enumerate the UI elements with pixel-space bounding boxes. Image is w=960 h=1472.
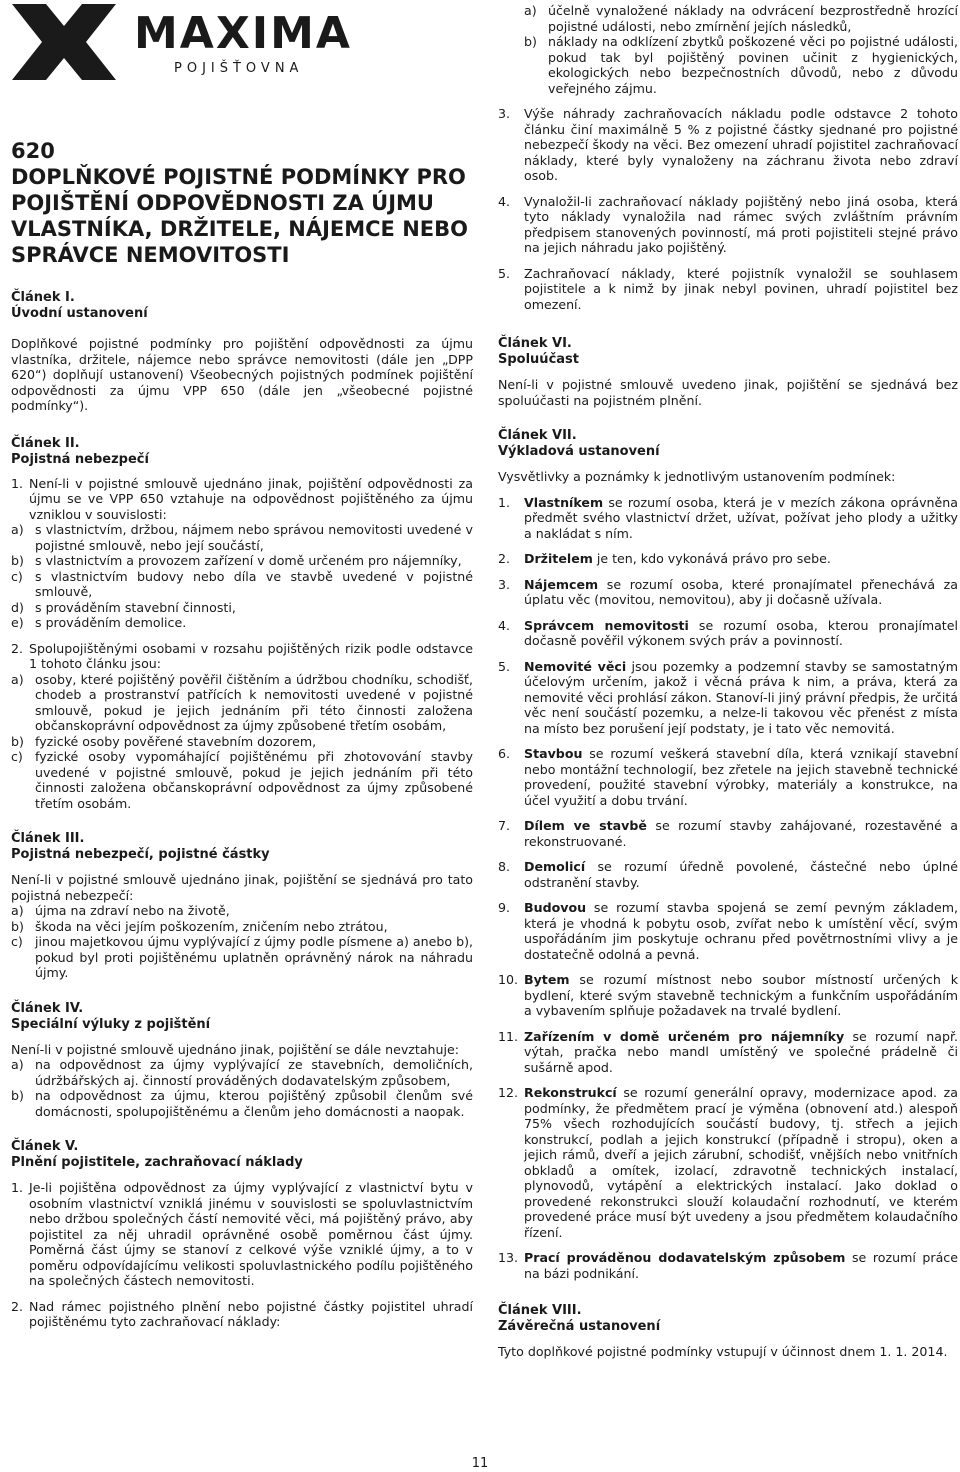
definition-item [498, 551, 958, 567]
list-item: s vlastnictvím, držbou, nájmem nebo správou nemovitosti uvedené v pojistné smlouvě, nebo její součástí, [35, 522, 473, 553]
definition-term: Budovou [524, 900, 587, 915]
article-5 [11, 1139, 473, 1330]
definition-item [498, 659, 958, 737]
definition-item [498, 1029, 958, 1076]
document-title [11, 138, 473, 268]
definition-term: Bytem [524, 972, 570, 987]
article-1 [11, 290, 473, 414]
list-item: osoby, které pojištěný pověřil čištěním a údržbou chodníku, schodišť, chodeb a prostranství patřících k nemovitosti uvedené v pojistné smlouvě, pokud je jejich jednáním při této činnosti založena občanskoprávní odpovědnost za újmy způsobené třetím osobám, [35, 671, 473, 733]
paragraph [498, 266, 958, 313]
article-subheading: Spoluúčast [498, 352, 579, 367]
list-item: účelně vynaložené náklady na odvrácení bezprostředně hrozící pojistné události, nebo zmírnění jejích následků, [548, 3, 958, 34]
definition-term: Nemovité věci [524, 658, 627, 674]
list-item: s prováděním stavební činnosti, [35, 599, 236, 615]
definition-text: se rozumí veškerá stavební díla, která vznikají stavební nebo montážní technologií, bez zřetele na jejich stavebně technické provedení, použité stavební výrobky, materiály a konstrukce, na účel využití a dobu trvání. [524, 746, 958, 808]
definition-term: Nájemcem [524, 576, 599, 592]
article-subheading: Úvodní ustanovení [11, 306, 148, 321]
list-item: náklady na odklízení zbytků poškozené věci po pojistné události, pokud tak byl pojištěný povinen učinit z hygienických, ekologických nebo bezpečnostních důvodů, nebo z důvodu veřejného zájmu. [548, 34, 958, 96]
brand-name: MAXIMA [134, 8, 352, 59]
definition-term: Dílem ve stavbě [524, 818, 647, 833]
item-letter: a) [11, 522, 24, 537]
definition-text: se rozumí osoba, která je v mezích zákona oprávněna předmět svého vlastnictví držet, užívat, požívat jeho plody a užitky a nakládat s ním. [524, 494, 958, 541]
list-item: škoda na věci jejím poškozením, zničením nebo ztrátou, [35, 918, 388, 934]
item-letter: e) [11, 615, 24, 630]
item-letter: c) [11, 934, 23, 949]
definition-item [498, 746, 958, 808]
paragraph-text: Je-li pojištěna odpovědnost za újmy vyplývající z vlastnictví bytu v osobním vlastnictví vzniklá jinému v souvislosti se spoluvlastnictvím nebo držbou společných částí nemovité věci, má pojištěný právo, aby pojistitel za něj uhradil oprávněné osobě poměrnou část újmy. Poměrná část újmy se stanoví z celkové výše vzniklé újmy, a to v poměru odpovídajícímu velikosti spoluvlastnického podílu pojištěného na společných částech nemovitosti. [29, 1180, 473, 1288]
list-item: fyzické osoby pověřené stavebním dozorem, [35, 733, 317, 749]
article-heading: Článek I. [11, 290, 75, 305]
item-letter: d) [11, 599, 24, 615]
item-list [11, 903, 473, 981]
article-subheading: Pojistná nebezpečí [11, 451, 149, 467]
article-8 [498, 1303, 958, 1360]
title-line: POJIŠTĚNÍ ODPOVĚDNOSTI ZA ÚJMU [11, 191, 434, 215]
title-line: DOPLŇKOVÉ POJISTNÉ PODMÍNKY PRO [11, 165, 466, 189]
definition-text: jsou pozemky a podzemní stavby se samostatným účelovým určením, jakož i věcná práva k nim, a práva, která za nemovité věci prohlásí zákon. Stanoví-li jiný právní předpis, že určitá věc není součástí pozemku, a nelze-li takovou věc přenést z místa na místo bez porušení její podstaty, je i tato věc nemovitá. [524, 658, 958, 736]
item-letter: b) [11, 1088, 24, 1103]
list-item: s vlastnictvím budovy nebo díla ve stavbě uvedené v pojistné smlouvě, [35, 568, 473, 599]
item-letter: a) [524, 3, 537, 18]
article-6 [498, 336, 958, 408]
definition-number: 11. [498, 1028, 519, 1044]
definition-term: Držitelem [524, 551, 593, 566]
paragraph [498, 106, 958, 184]
list-item: jinou majetkovou újmu vyplývající z újmy podle písmene a) anebo b), pokud byl proti pojištěnému uplatněn oprávněný nárok na náhradu újmy. [35, 934, 473, 980]
definition-number: 4. [498, 617, 511, 633]
item-letter: a) [11, 1057, 24, 1072]
definition-term: Správcem nemovitosti [524, 617, 689, 633]
paragraph-number: 5. [498, 265, 511, 281]
article-text: Doplňkové pojistné podmínky pro pojištění odpovědnosti za újmu vlastníka, držitele, nájemce nebo správce nemovitosti (dále jen „DPP 620“) doplňují ustanovení) Všeobecných pojistných podmínek pojištění odpovědnosti za újmu VPP 650 (dále jen „všeobecné pojistné podmínky“). [11, 336, 473, 413]
definition-text: se rozumí stavba spojená se zemí pevným základem, která je vhodná k pobytu osob, zvířat nebo k umístění věcí, svým uspořádáním jim poskytuje ochranu před povětrnostními vlivy a je dostatečně odolná a pevná. [524, 900, 958, 962]
paragraph-text: Není-li v pojistné smlouvě ujednáno jinak, pojištění odpovědnosti za újmu se ve VPP 650 vztahuje na odpovědnost pojištěného za újmu vzniklou v souvislosti: [29, 475, 473, 522]
definition-number: 1. [498, 494, 511, 510]
list-item: s vlastnictvím a provozem zařízení v domě určeném pro nájemníky, [35, 553, 462, 568]
definition-number: 12. [498, 1085, 519, 1100]
right-column [498, 3, 958, 1360]
definition-item [498, 618, 958, 649]
definition-text: je ten, kdo vykonává právo pro sebe. [592, 551, 831, 566]
article-heading: Článek VII. [498, 428, 577, 443]
paragraph [11, 1299, 473, 1330]
definition-number: 13. [498, 1250, 519, 1265]
item-letter: a) [11, 671, 24, 687]
item-letter: a) [11, 903, 24, 918]
paragraph-text: Spolupojištěnými osobami v rozsahu pojištěných rizik podle odstavce 1 tohoto článku jsou: [29, 640, 473, 671]
item-list [498, 3, 958, 96]
paragraph-text: Nad rámec pojistného plnění nebo pojistné částky pojistitel uhradí pojištěnému tyto zachraňovací náklady: [29, 1298, 473, 1329]
paragraph-text: Zachraňovací náklady, které pojistník vynaložil se souhlasem pojistitele a k nimž by jinak nebyl povinen, uhradí pojistitel bez omezení. [524, 265, 958, 312]
article-text: Není-li v pojistné smlouvě ujednáno jinak, pojištění se dále nevztahuje: [11, 1041, 460, 1057]
item-letter: b) [11, 553, 24, 568]
article-subheading: Výkladová ustanovení [498, 444, 660, 459]
paragraph-number: 4. [498, 193, 511, 209]
article-subheading: Pojistná nebezpečí, pojistné částky [11, 847, 270, 862]
definition-number: 3. [498, 576, 511, 592]
item-letter: c) [11, 749, 23, 764]
definition-term: Prací prováděnou dodavatelským způsobem [524, 1250, 846, 1265]
title-line: 620 [11, 139, 55, 163]
article-heading: Článek V. [11, 1139, 79, 1154]
article-heading: Článek II. [11, 435, 80, 451]
paragraph-number: 3. [498, 106, 511, 121]
list-item: na odpovědnost za újmu, kterou pojištěný způsobil členům své domácnosti, spolupojištěnému a členům jeho domácnosti a naopak. [35, 1088, 473, 1119]
article-heading: Článek III. [11, 831, 85, 846]
list-item: fyzické osoby vypomáhající pojištěnému při zhotovování stavby uvedené v pojistné smlouvě, pokud je jejich jednáním při této činnosti založena občanskoprávní odpovědnost za újmy způsobené třetím osobám. [35, 749, 473, 811]
article-heading: Článek VI. [498, 336, 572, 351]
title-line: SPRÁVCE NEMOVITOSTI [11, 243, 290, 267]
list-item: s prováděním demolice. [35, 615, 187, 630]
paragraph [11, 476, 473, 523]
definition-number: 7. [498, 818, 511, 833]
definition-number: 5. [498, 658, 511, 674]
paragraph [498, 194, 958, 256]
definition-number: 2. [498, 551, 511, 566]
article-subheading: Plnění pojistitele, zachraňovací náklady [11, 1155, 303, 1170]
left-column [11, 0, 473, 1330]
paragraph-number: 2. [11, 1298, 24, 1314]
definition-text: se rozumí práce na bázi podnikání. [524, 1250, 958, 1281]
definition-text: se rozumí úředně povolené, částečné nebo úplné odstranění stavby. [524, 859, 958, 890]
paragraph [11, 641, 473, 672]
article-subheading: Závěrečná ustanovení [498, 1319, 661, 1334]
definition-text: se rozumí stavby zahájované, rozestavěné a rekonstruované. [524, 818, 958, 849]
definition-number: 10. [498, 972, 519, 987]
definition-item [498, 972, 958, 1019]
paragraph [11, 1180, 473, 1289]
item-list [11, 672, 473, 812]
paragraph-number: 1. [11, 1180, 24, 1195]
article-2 [11, 436, 473, 812]
paragraph-text: Vynaložil-li zachraňovací náklady pojištěný nebo jiná osoba, která tyto náklady vynaložila nad rámec svých zvláštním právním předpisem stanovených povinností, má proti pojistiteli stejné právo na jejich náhradu jako pojištěný. [524, 193, 958, 255]
article-3 [11, 831, 473, 981]
title-line: VLASTNÍKA, DRŽITELE, NÁJEMCE NEBO [11, 217, 468, 241]
list-item: újma na zdraví nebo na životě, [35, 903, 230, 918]
definition-term: Rekonstrukcí [524, 1085, 617, 1100]
definition-term: Stavbou [524, 746, 583, 761]
item-letter: c) [11, 568, 23, 584]
definition-item [498, 1250, 958, 1281]
item-list [11, 1057, 473, 1119]
article-heading: Článek VIII. [498, 1303, 582, 1318]
definition-text: se rozumí osoba, které pronajímatel přenechává za úplatu věc (movitou, nemovitou), aby ji dočasně užívala. [524, 576, 958, 607]
paragraph-text: Výše náhrady zachraňovacích nákladu podle odstavce 2 tohoto článku činí maximálně 5 % z pojistné částky sjednané pro pojistné nebezpečí škody na věci. Bez omezení uhradí pojistitel zachraňovací náklady, které byly vynaloženy na záchranu života nebo zdraví osob. [524, 106, 958, 183]
definition-item [498, 818, 958, 849]
definition-number: 6. [498, 746, 511, 761]
definition-number: 9. [498, 900, 511, 915]
definition-item [498, 1085, 958, 1240]
list-item: na odpovědnost za újmy vyplývající ze stavebních, demoličních, údržbářských aj. činností prováděných dodavatelským způsobem, [35, 1057, 473, 1088]
definition-item [498, 900, 958, 962]
article-text: Tyto doplňkové pojistné podmínky vstupují v účinnost dnem 1. 1. 2014. [498, 1344, 948, 1359]
brand-tagline: POJIŠŤOVNA [174, 61, 304, 76]
item-list [11, 522, 473, 631]
definition-text: se rozumí místnost nebo soubor místností určených k bydlení, které svým stavebně technickým a funkčním uspořádáním a vybavením splňuje požadavek na trvalé bydlení. [524, 972, 958, 1018]
definition-item [498, 495, 958, 542]
article-text: Není-li v pojistné smlouvě uvedeno jinak, pojištění se sjednává bez spoluúčasti na pojistném plnění. [498, 377, 958, 408]
paragraph-number: 1. [11, 475, 24, 491]
item-letter: b) [11, 733, 24, 749]
definition-term: Vlastníkem [524, 494, 604, 510]
paragraph-number: 2. [11, 640, 24, 656]
definition-term: Demolicí [524, 859, 586, 874]
definition-text: se rozumí např. výtah, pračka nebo mandl umístěný ve společné prádelně či sušárně apod. [524, 1028, 958, 1075]
article-subheading: Speciální výluky z pojištění [11, 1016, 211, 1032]
definition-term: Zařízením v domě určeném pro nájemníky [524, 1028, 845, 1044]
page-number: 11 [471, 1456, 489, 1471]
definition-number: 8. [498, 859, 511, 874]
item-letter: b) [524, 34, 537, 49]
item-letter: b) [11, 918, 24, 934]
definition-text: se rozumí osoba, kterou pronajímatel dočasně pověřil výkonem svých práv a povinností. [524, 617, 958, 648]
article-heading: Článek IV. [11, 1000, 84, 1016]
definition-item [498, 577, 958, 608]
definition-item [498, 859, 958, 890]
article-7 [498, 428, 958, 1281]
article-text: Vysvětlivky a poznámky k jednotlivým ustanovením podmínek: [498, 469, 896, 484]
article-text: Není-li v pojistné smlouvě ujednáno jinak, pojištění se sjednává pro tato pojistná nebezpečí: [11, 872, 473, 903]
article-4 [11, 1001, 473, 1120]
definition-text: se rozumí generální opravy, modernizace apod. za podmínky, že předmětem prací je výměna (obnovení atd.) alespoň 75% všech rozhodujících součástí budovy, tj. střech a jejich konstrukcí, podlah a jejich konstrukcí (případně i stropu), oken a jejich rámů, dveří a jejich zárubní, schodišť, vnějších nebo vnitřních obkladů a omítek, izolací, zdravotně technických instalací, plynovodů, vytápění a elektrických instalací. Jako doklad o provedené rekonstrukci slouží kolaudační rozhodnutí, ve kterém provedené práce musí být uvedeny a jsou předmětem kolaudačního řízení. [524, 1085, 958, 1240]
